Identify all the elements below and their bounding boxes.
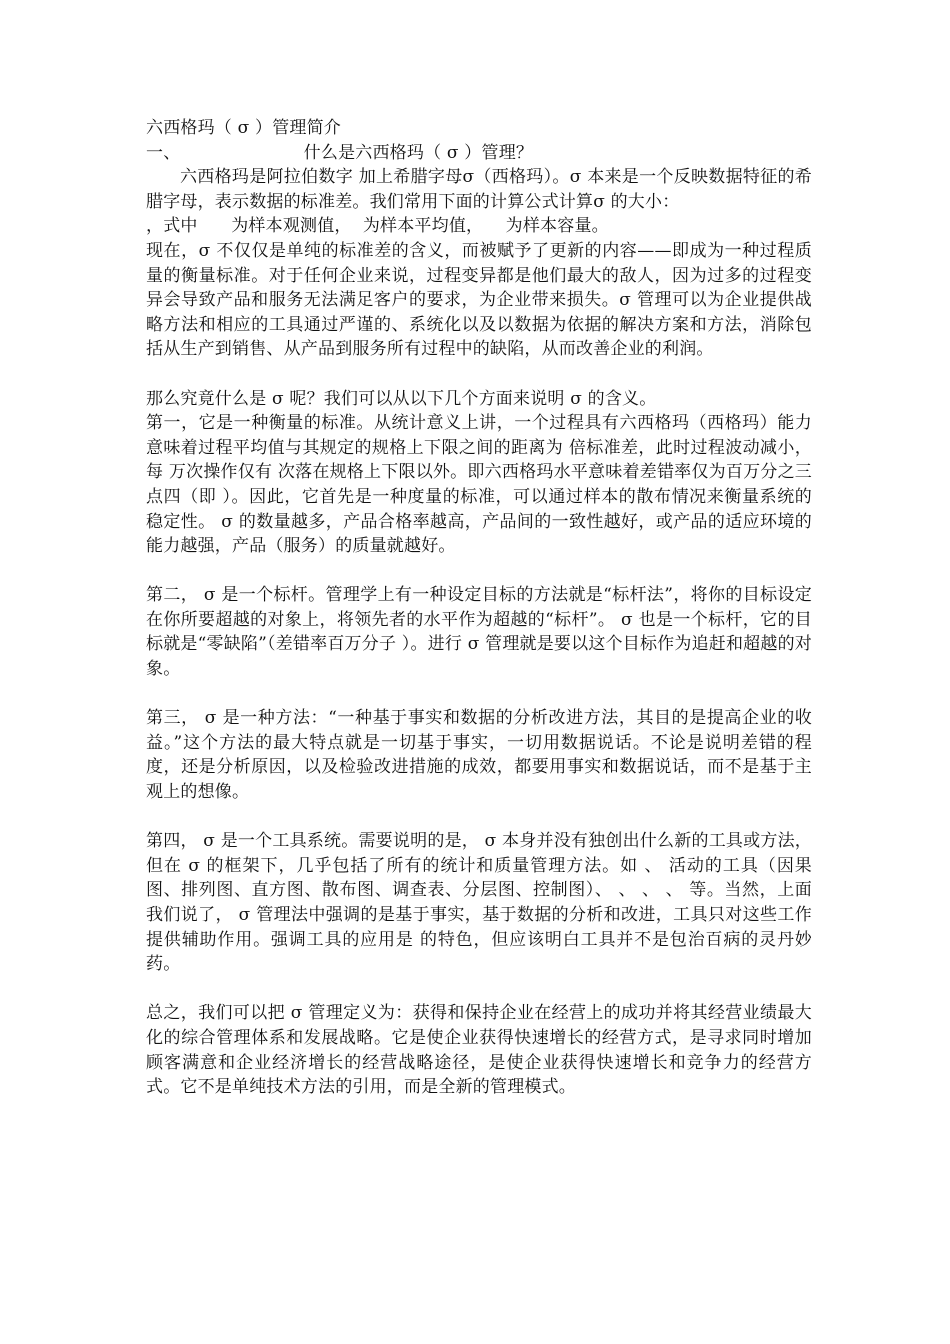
paragraph-first: 第一，它是一种衡量的标准。从统计意义上讲，一个过程具有六西格玛（西格玛）能力意味着过程平均值与其规定的规格上下限之间的距离为 倍标准差，此时过程波动减小，每 万次操作仅有 次落在规格上下限以外。即六西格玛水平意味着差错率仅为百万分之三点四（即 ）。因此，它首先是一种度量的标准，可以通过样本的散布情况来衡量系统的稳定性。 σ 的数量越多，产品合格率越高，产品间的一致性越好，或产品的适应环境的能力越强，产品（服务）的质量就越好。 [146,413,812,557]
paragraph-gap [146,559,812,584]
paragraph-gap [146,682,812,707]
paragraph-third: 第三， σ 是一种方法：“一种基于事实和数据的分析改进方法，其目的是提高企业的收益。”这个方法的最大特点就是一切基于事实，一切用数据说话。不论是说明差错的程度，还是分析原因，以及检验改进措施的成效，都要用事实和数据说话，而不是基于主观上的想像。 [146,708,812,803]
document-title: 六西格玛（ σ ）管理简介 [146,118,342,138]
paragraph-gap [146,977,812,1002]
paragraph-second: 第二， σ 是一个标杆。管理学上有一种设定目标的方法就是“标杆法”，将你的目标设定在你所要超越的对象上，将领先者的水平作为超越的“标杆”。 σ 也是一个标杆，它的目标就是“零缺陷”（差错率百万分子 ）。进行 σ 管理就是要以这个目标作为追赶和超越的对象。 [146,585,812,680]
paragraph-definition: 六西格玛是阿拉伯数字 加上希腊字母σ（西格玛）。σ 本来是一个反映数据特征的希腊字母，表示数据的标准差。我们常用下面的计算公式计算σ 的大小： [146,167,812,212]
paragraph-intro: 那么究竟什么是 σ 呢？我们可以从以下几个方面来说明 σ 的含义。 [146,388,657,409]
formula-description: ，式中 为样本观测值， 为样本平均值， 为样本容量。 [146,216,609,237]
document-body [146,116,812,1100]
paragraph-fourth: 第四， σ 是一个工具系统。需要说明的是， σ 本身并没有独创出什么新的工具或方法，但在 σ 的框架下，几乎包括了所有的统计和质量管理方法。如 、 活动的工具（因果图、排列图、直方图、散布图、调查表、分层图、控制图）、 、 、 、 等。当然，上面我们说了， σ 管理法中强调的是基于事实，基于数据的分析和改进，工具只对这些工作提供辅助作用。强调工具的应用是 的特色，但应该明白工具并不是包治百病的灵丹妙药。 [146,831,812,975]
paragraph-meaning: 现在，σ 不仅仅是单纯的标准差的含义，而被赋予了更新的内容——即成为一种过程质量的衡量标准。对于任何企业来说，过程变异都是他们最大的敌人，因为过多的过程变异会导致产品和服务无法满足客户的要求，为企业带来损失。σ 管理可以为企业提供战略方法和相应的工具通过严谨的、系统化以及以数据为依据的解决方案和方法，消除包括从生产到销售、从产品到服务所有过程中的缺陷，从而改善企业的利润。 [146,240,812,360]
paragraph-gap [146,805,812,830]
paragraph-gap [146,362,812,387]
paragraph-conclusion: 总之，我们可以把 σ 管理定义为：获得和保持企业在经营上的成功并将其经营业绩最大化的综合管理体系和发展战略。它是使企业获得快速增长的经营方式，是寻求同时增加顾客满意和企业经济增长的经营战略途径，是使企业获得快速增长和竞争力的经营方式。它不是单纯技术方法的引用，而是全新的管理模式。 [146,1003,812,1098]
section-heading: 一、 什么是六西格玛（ σ ）管理？ [146,142,534,163]
